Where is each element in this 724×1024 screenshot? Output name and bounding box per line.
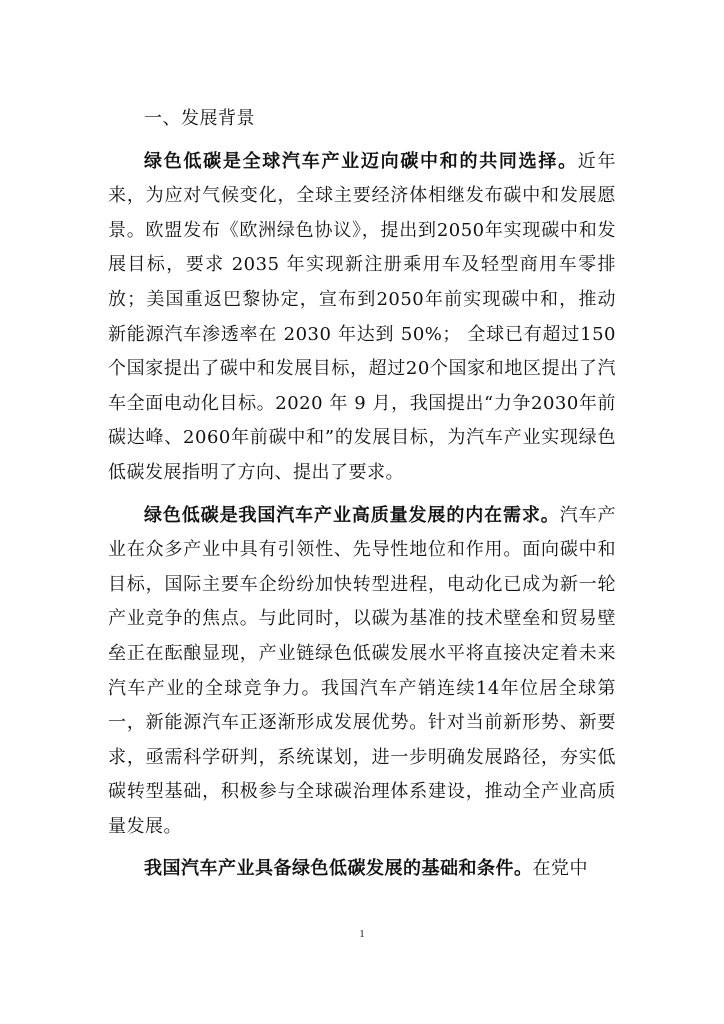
paragraph-3-body: 在党中 [532, 858, 588, 880]
section-heading: 一、发展背景 [144, 108, 255, 129]
page-number: 1 [359, 928, 365, 940]
paragraph-1-lead: 绿色低碳是全球汽车产业迈向碳中和的共同选择。 [144, 150, 578, 172]
paragraph-3 [108, 852, 616, 887]
document-body [108, 102, 616, 895]
paragraph-3-lead: 我国汽车产业具备绿色低碳发展的基础和条件。 [144, 858, 533, 880]
paragraph-1 [108, 145, 616, 491]
paragraph-2-body: 汽车产业在众多产业中具有引领性、先导性地位和作用。面向碳中和目标，国际主要车企纷纷加快转型进程，电动化已成为新一轮产业竞争的焦点。与此同时，以碳为基准的技术壁垒和贸易壁垒正在酝酿显现，产业链绿色低碳发展水平将直接决定着未来汽车产业的全球竞争力。我国汽车产销连续14年位居全球第一，新能源汽车正逐渐形成发展优势。针对当前新形势、新要求，亟需科学研判，系统谋划，进一步明确发展路径，夯实低碳转型基础，积极参与全球碳治理体系建设，推动全产业高质量发展。 [108, 504, 617, 837]
paragraph-2-lead: 绿色低碳是我国汽车产业高质量发展的内在需求。 [144, 504, 560, 526]
paragraph-2 [108, 499, 616, 845]
paragraph-1-body: 近年来，为应对气候变化，全球主要经济体相继发布碳中和发展愿景。欧盟发布《欧洲绿色协议》，提出到2050年实现碳中和发展目标，要求 2035 年实现新注册乘用车及轻型商用车零排放；美国重返巴黎协定，宣布到2050年前实现碳中和，推动新能源汽车渗透率在 2030 年达到 50%； 全球已有超过150个国家提出了碳中和发展目标，超过20个国家和地区提出了汽车全面电动化目标。2020 年 9 月，我国提出“力争2030年前碳达峰、2060年前碳中和”的发展目标，为汽车产业实现绿色低碳发展指明了方向、提出了要求。 [108, 150, 616, 483]
